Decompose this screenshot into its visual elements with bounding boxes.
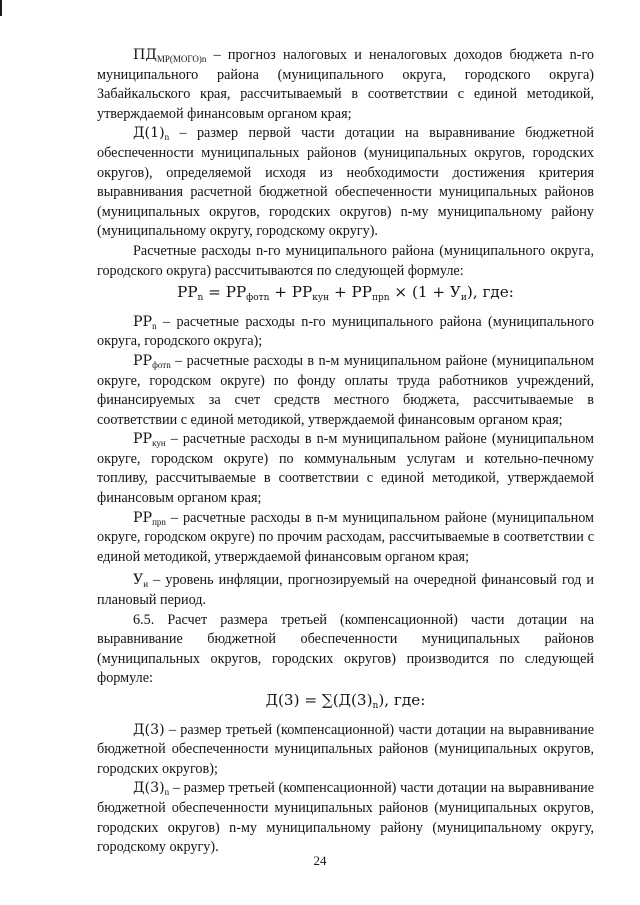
definition-d3n-text: – размер третьей (компенсационной) части дотации на выравнивание бюджетной обеспеченности муниципальных районов (муниципальных округов, городских округов) n-му муниципальному району (муниципальному округу, городскому округу). [97, 780, 594, 856]
definition-d3n [97, 779, 594, 857]
definition-rr-pr [97, 509, 594, 568]
definition-rr-kun [97, 430, 594, 508]
formula-rr-part6: ), где: [466, 283, 514, 302]
symbol-pd-subscript: МР(МОГО)n [156, 54, 207, 64]
definition-rr [97, 313, 594, 352]
intro-rr-paragraph: Расчетные расходы n-го муниципального района (муниципального округа, городского округа) рассчитываются по следующей формуле: [97, 242, 594, 279]
paragraph-6-5: 6.5. Расчет размера третьей (компенсационной) части дотации на выравнивание бюджетной обеспеченности муниципальных районов (муниципальных округов, городских округов) производится по следующей формуле: [97, 611, 594, 687]
symbol-rr-subscript: n [152, 320, 157, 331]
definition-d1 [97, 124, 594, 242]
formula-rr-part3: + РР [269, 283, 313, 302]
symbol-rr: РР [133, 313, 153, 330]
symbol-d3n-subscript: n [164, 787, 170, 798]
formula-rr-sub3: кун [312, 293, 330, 304]
document-page [97, 46, 594, 858]
formula-rr-sub2: фотn [246, 293, 270, 304]
symbol-rr-kun: РР [133, 431, 153, 448]
definition-rr-fot [97, 352, 594, 430]
scan-edge-mark [0, 0, 2, 16]
formula-rr [97, 283, 594, 303]
definition-d1-text: – размер первой части дотации на выравнивание бюджетной обеспеченности муниципальных районов (муниципальных округов, городских округов), определяемой исходя из необходимости достижения критерия выравнивания расчетной бюджетной обеспеченности муниципальных районов (муниципальных округов, городских округов) n-му муниципальному району (муниципальному округу, городскому округу). [97, 125, 594, 240]
symbol-rr-fot: РР [133, 352, 153, 369]
formula-d3-part1: Д(3) = ∑(Д(3) [265, 691, 373, 709]
formula-rr-part2: = РР [203, 283, 247, 302]
symbol-rr-fot-subscript: фотn [152, 359, 171, 370]
formula-rr-sub1: n [197, 293, 204, 304]
symbol-d1: Д(1) [133, 125, 165, 142]
definition-ui-text: – уровень инфляции, прогнозируемый на очередной финансовый год и плановый период. [97, 572, 594, 609]
definition-d3 [97, 721, 594, 780]
definition-d3-text: – размер третьей (компенсационной) части дотации на выравнивание бюджетной обеспеченности муниципальных районов (муниципальных округов, городских округов); [97, 721, 594, 777]
symbol-pd: ПД [133, 47, 157, 63]
page-number: 24 [313, 853, 327, 868]
formula-d3-sub1: n [372, 701, 379, 711]
symbol-d3n: Д(3) [133, 780, 165, 797]
definition-pd [97, 46, 594, 124]
definition-rr-fot-text: – расчетные расходы в n-м муниципальном районе (муниципальном округе, городском округе) по фонду оплаты труда работников учреждений, финансируемых за счет средств местного бюджета, рассчитываемые в соответствии с единой методикой, утверждаемой финансовым органом края; [97, 352, 594, 428]
formula-d3 [97, 691, 594, 711]
definition-rr-text: – расчетные расходы n-го муниципального района (муниципального округа, городского округа); [97, 313, 594, 350]
symbol-rr-pr: РР [133, 509, 153, 526]
symbol-d1-subscript: n [164, 132, 170, 143]
formula-rr-part5: × (1 + У [389, 283, 461, 302]
formula-rr-part1: РР [177, 283, 198, 302]
formula-rr-sub5: и [460, 293, 467, 304]
symbol-ui-subscript: и [143, 579, 149, 590]
symbol-ui: У [133, 572, 144, 589]
formula-rr-sub4: прn [372, 293, 390, 304]
symbol-d3: Д(3) [133, 721, 165, 738]
definition-rr-kun-text: – расчетные расходы в n-м муниципальном районе (муниципальном округе, городском округе) по коммунальным услугам и котельно-печному топливу, рассчитываемые в соответствии с единой методикой, утверждаемой финансовым органом края; [97, 431, 594, 507]
formula-rr-part4: + РР [329, 283, 372, 302]
symbol-rr-kun-subscript: кун [152, 438, 166, 449]
definition-pd-text: – прогноз налоговых и неналоговых доходов бюджета n-го муниципального района (муниципального округа, городского округа) Забайкальского края, рассчитываемый в соответствии с единой методикой, утверждаемой финансовым органом края; [97, 47, 594, 122]
definition-rr-pr-text: – расчетные расходы в n-м муниципальном районе (муниципальном округе, городском округе) по прочим расходам, рассчитываемые в соответствии с единой методикой, утверждаемой финансовым органом края; [97, 509, 594, 565]
formula-d3-part2: ), где: [378, 691, 426, 709]
definition-ui [97, 571, 594, 610]
symbol-rr-pr-subscript: прn [152, 516, 166, 527]
